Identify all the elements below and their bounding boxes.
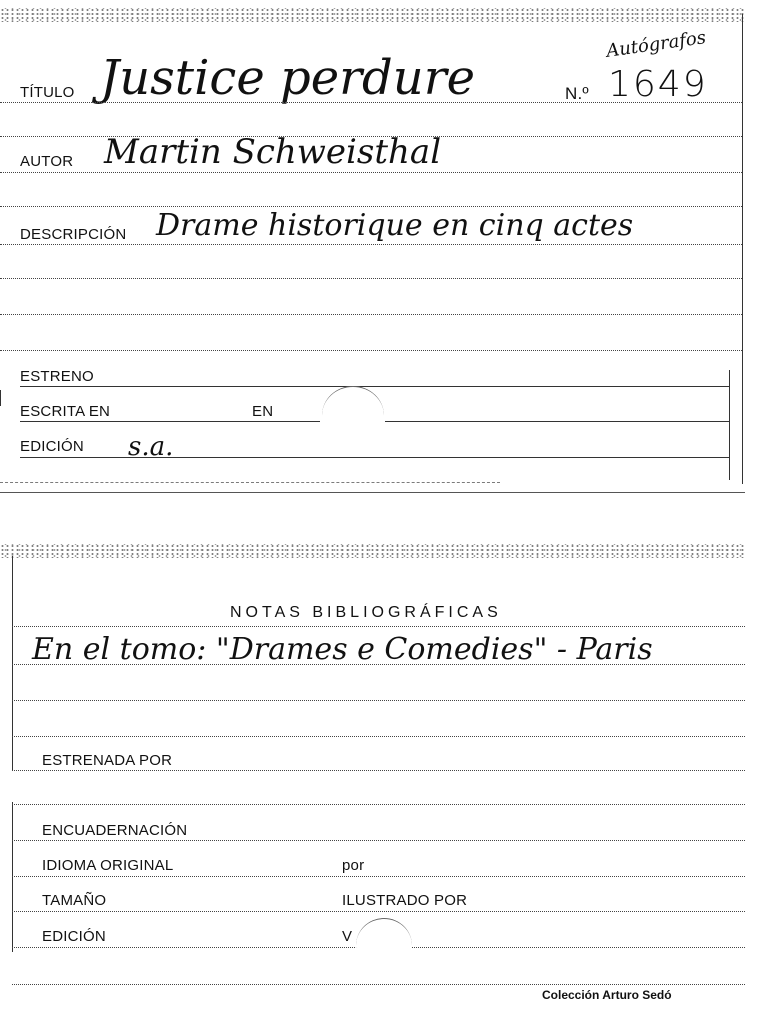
card-top-right-border [742, 14, 743, 484]
autor-value: Martin Schweisthal [104, 132, 442, 172]
titulo-label: TÍTULO [20, 84, 75, 101]
notas-rule-2 [12, 664, 745, 665]
edicion-value: s.a. [128, 432, 174, 462]
titulo-rule [0, 102, 742, 103]
titulo-value: Justice perdure [100, 50, 476, 106]
notas-heading: NOTAS BIBLIOGRÁFICAS [230, 604, 502, 621]
collection-label: Colección Arturo Sedó [542, 988, 672, 1002]
paper-hole-mark [322, 386, 384, 445]
card-top-bottom-edge [0, 482, 500, 483]
estrenada-por-label: ESTRENADA POR [42, 752, 173, 769]
left-tick [0, 390, 1, 406]
catalog-card-top [0, 0, 759, 495]
card-top-inner-right-border [729, 370, 730, 480]
rule-8 [0, 350, 742, 351]
escrita-en-rule-left [20, 421, 320, 422]
autor-rule [0, 172, 742, 173]
numero-label: N.º [565, 84, 589, 103]
idioma-rule [12, 876, 745, 877]
autor-label: AUTOR [20, 153, 74, 170]
edicion-label: EDICIÓN [20, 438, 84, 455]
estreno-rule [20, 386, 729, 387]
notas-rule-3 [12, 700, 745, 701]
card-bottom-left-border [12, 556, 13, 770]
card-bottom-edge-texture [0, 544, 745, 558]
notas-rule-1 [12, 626, 745, 627]
rule-7 [0, 314, 742, 315]
en-label: EN [252, 403, 274, 420]
final-rule [12, 984, 745, 985]
escrita-en-label: ESCRITA EN [20, 403, 111, 420]
numero-value: 1649 [608, 64, 708, 105]
edicion-rule [20, 457, 729, 458]
idioma-original-label: IDIOMA ORIGINAL [42, 857, 174, 874]
descripcion-rule [0, 244, 742, 245]
card-bottom-left-border-2 [12, 802, 13, 952]
ilustrado-por-label: ILUSTRADO POR [342, 892, 468, 909]
tamano-rule [12, 911, 745, 912]
card-separator [0, 492, 745, 493]
notas-value: En el tomo: "Drames e Comedies" - Paris [32, 632, 653, 667]
rule-6 [0, 278, 742, 279]
notas-rule-4 [12, 736, 745, 737]
encuadernacion-label: ENCUADERNACIÓN [42, 822, 188, 839]
estrenada-rule [12, 770, 745, 771]
descripcion-label: DESCRIPCIÓN [20, 226, 127, 243]
por-label: por [342, 857, 365, 874]
encuadernacion-rule [12, 840, 745, 841]
catalog-card-bottom [0, 540, 759, 1028]
paper-hole-mark-bottom [356, 918, 412, 973]
blank-rule [12, 804, 745, 805]
estreno-label: ESTRENO [20, 368, 94, 385]
card-top-edge-texture [0, 8, 745, 22]
descripcion-value: Drame historique en cinq actes [156, 208, 634, 243]
edicion-bottom-label: EDICIÓN [42, 928, 106, 945]
autografos-note: Autógrafos [605, 27, 708, 62]
v-label: V [342, 928, 353, 945]
rule-4 [0, 206, 742, 207]
tamano-label: TAMAÑO [42, 892, 107, 909]
escrita-en-rule-right [385, 421, 729, 422]
